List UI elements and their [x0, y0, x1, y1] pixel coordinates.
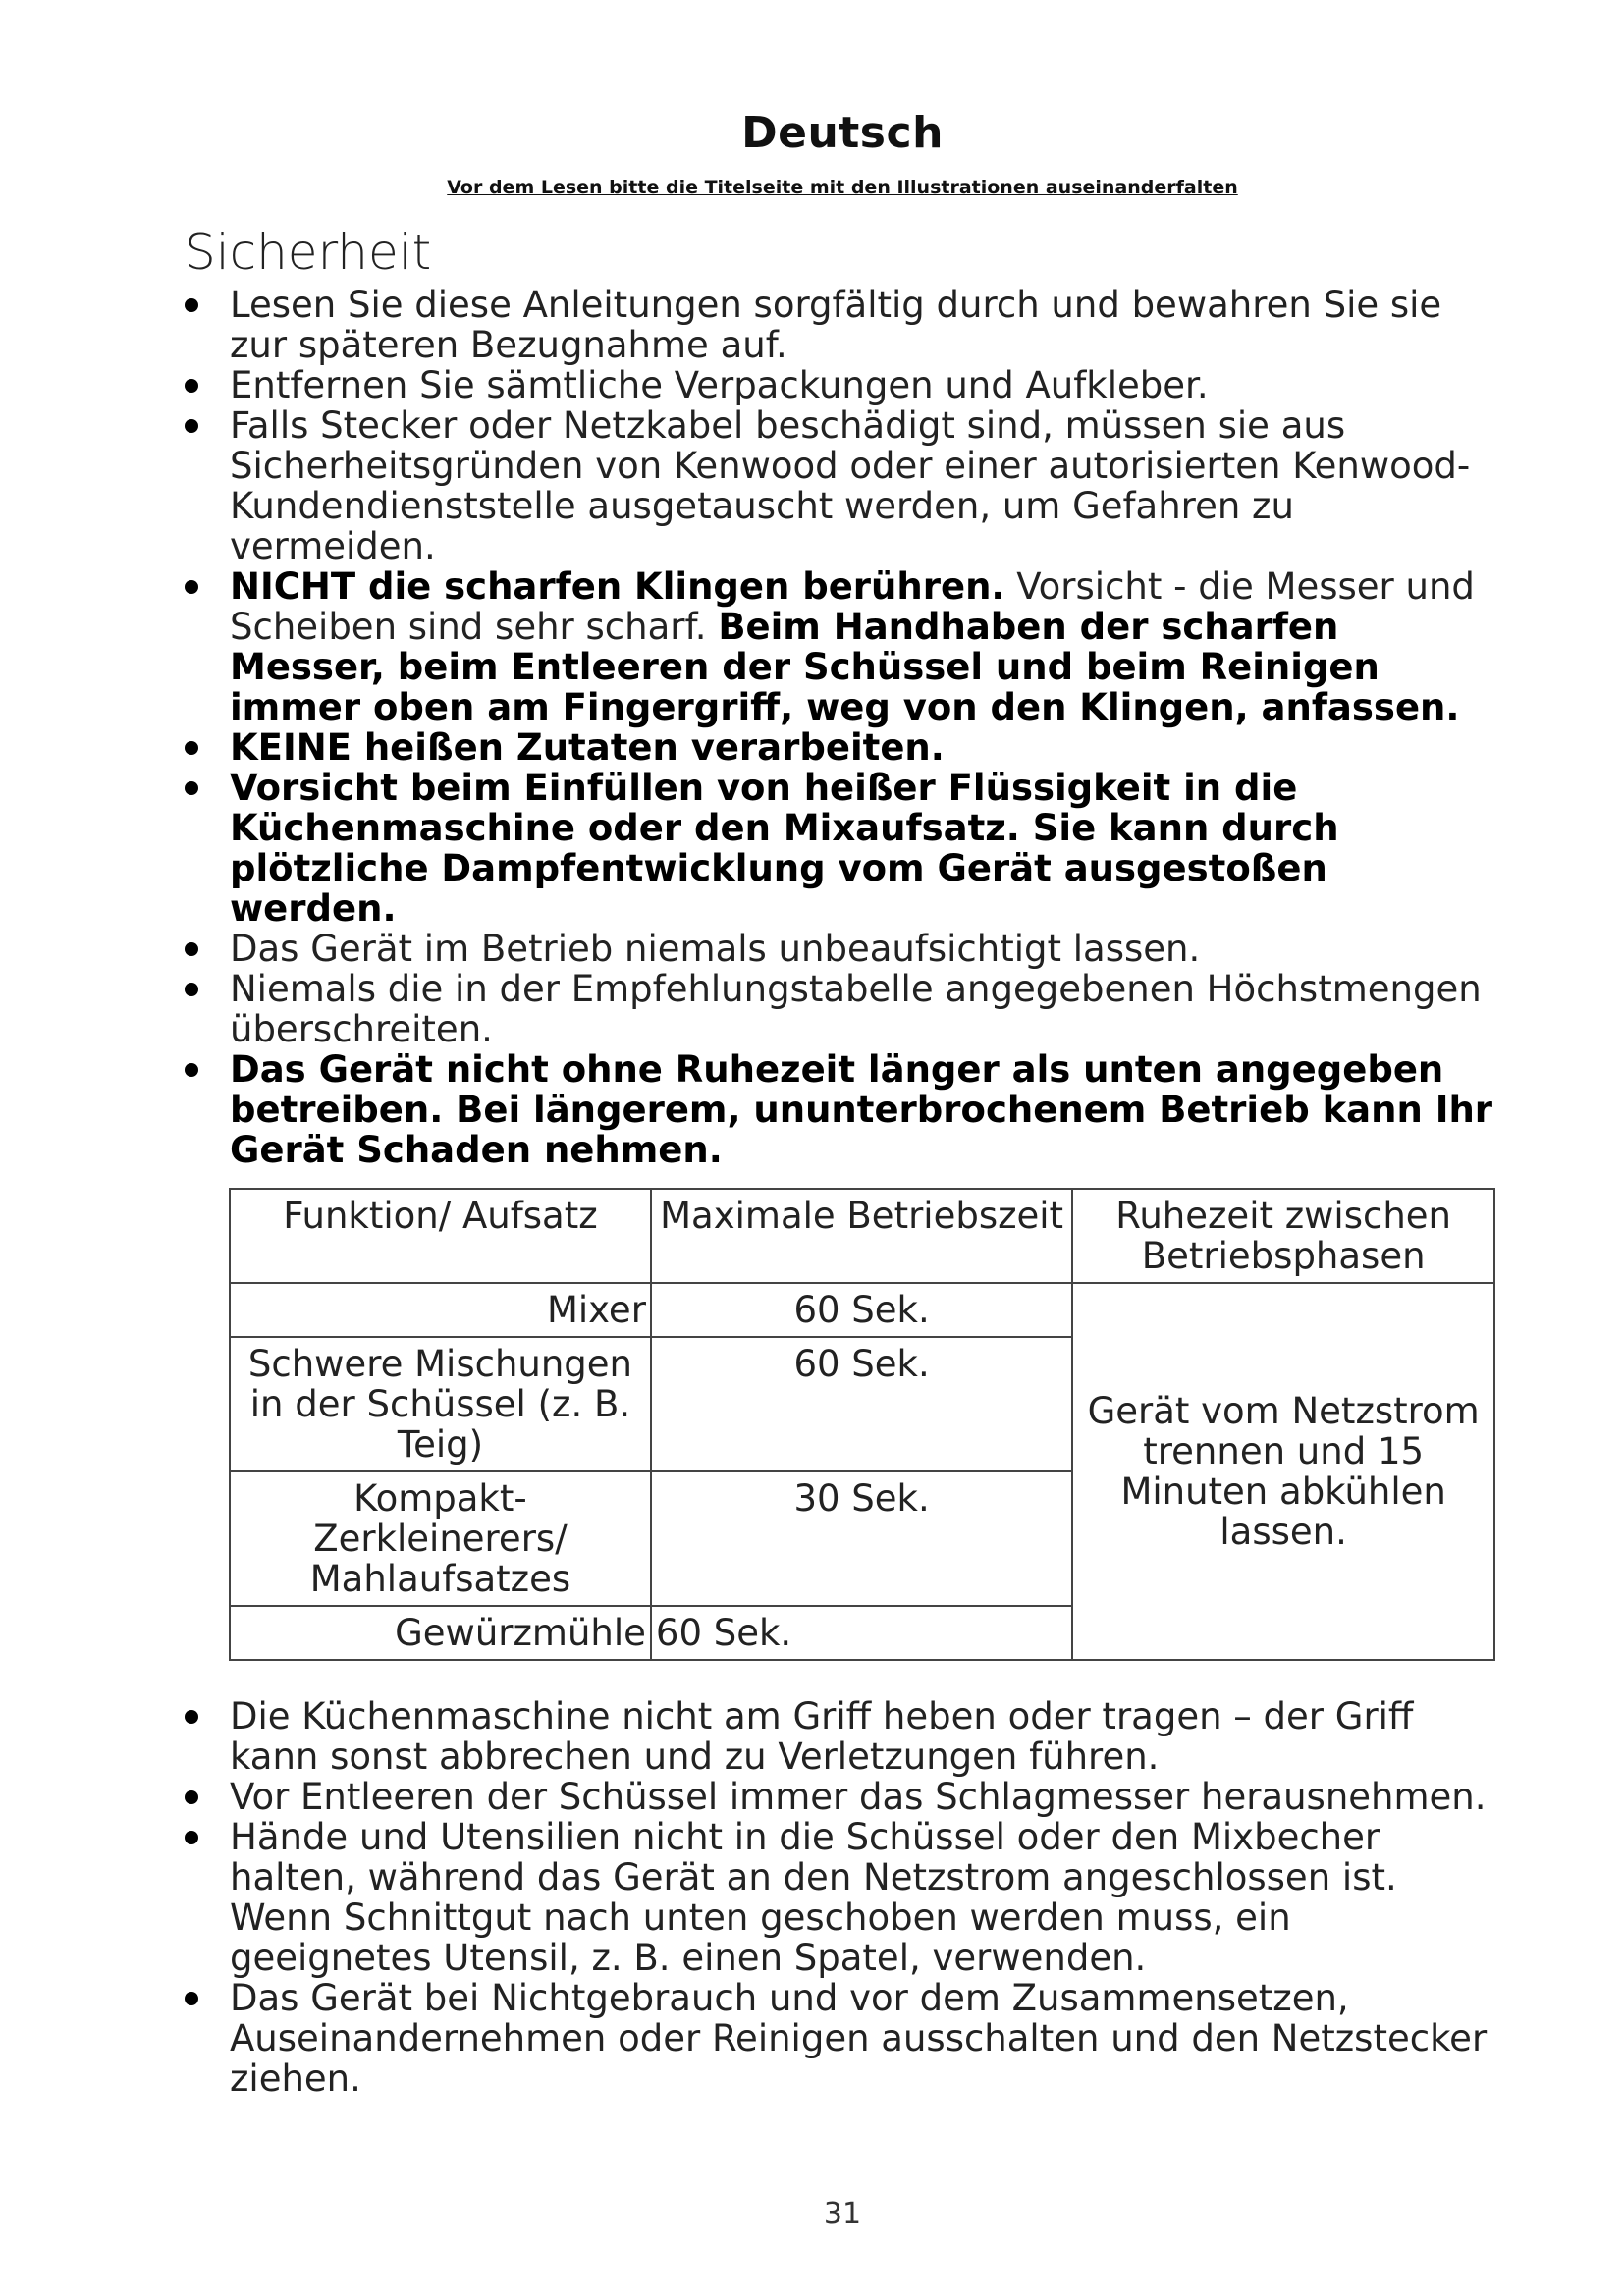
warning-text: KEINE heißen Zutaten verarbeiten. [230, 726, 945, 769]
header-rest-time: Ruhezeit zwischen Betriebsphasen [1072, 1189, 1494, 1283]
warning-text: Beim Handhaben der scharfen Messer, beim Entleeren der Schüssel und beim Reinigen immer oben am Fingergriff, weg von den Klingen, anfassen. [230, 606, 1460, 728]
section-title: Sicherheit [185, 224, 432, 281]
list-item [185, 768, 1500, 929]
list-item-text: Niemals die in der Empfehlungstabelle angegebenen Höchstmengen überschreiten. [230, 968, 1482, 1050]
header-max-time: Maximale Betriebszeit [651, 1189, 1072, 1283]
list-item-text: Das Gerät im Betrieb niemals unbeaufsichtigt lassen. [230, 928, 1201, 970]
list-item [185, 1978, 1500, 2099]
list-item-text: Entfernen Sie sämtliche Verpackungen und Aufkleber. [230, 364, 1209, 406]
list-item [185, 365, 1500, 405]
list-item [185, 969, 1500, 1049]
list-item [185, 1049, 1500, 1170]
list-item-text: Die Küchenmaschine nicht am Griff heben oder tragen – der Griff kann sonst abbrechen und zu Verletzungen führen. [230, 1695, 1414, 1778]
safety-list-top [185, 285, 1500, 1170]
table-row [230, 1283, 1494, 1337]
function-cell: Mixer [230, 1283, 651, 1337]
list-item-text: Falls Stecker oder Netzkabel beschädigt sind, müssen sie aus Sicherheitsgründen von Kenwood oder einer autorisierten Kenwood-Kundendienststelle ausgetauscht werden, um Gefahren zu vermeiden. [230, 404, 1471, 567]
function-cell: Schwere Mischungen in der Schüssel (z. B. Teig) [230, 1337, 651, 1471]
warning-text: Vorsicht beim Einfüllen von heißer Flüssigkeit in die Küchenmaschine oder den Mixaufsatz. Sie kann durch plötzliche Dampfentwicklung vom Gerät ausgestoßen werden. [230, 767, 1339, 930]
page-title: Deutsch [741, 108, 944, 158]
time-cell: 60 Sek. [651, 1606, 1072, 1660]
time-cell: 60 Sek. [651, 1283, 1072, 1337]
header-function: Funktion/ Aufsatz [230, 1189, 651, 1283]
list-item [185, 1817, 1500, 1978]
warning-text: NICHT die scharfen Klingen berühren. [230, 565, 1005, 608]
list-item-text: Das Gerät bei Nichtgebrauch und vor dem Zusammensetzen, Auseinandernehmen oder Reinigen ausschalten und den Netzstecker ziehen. [230, 1977, 1488, 2100]
fold-out-note: Vor dem Lesen bitte die Titelseite mit den Illustrationen auseinanderfalten [447, 177, 1238, 198]
time-cell: 60 Sek. [651, 1337, 1072, 1471]
list-item [185, 405, 1500, 566]
function-cell: Gewürzmühle [230, 1606, 651, 1660]
list-item [185, 285, 1500, 365]
safety-list-bottom [185, 1696, 1500, 2099]
list-item [185, 929, 1500, 969]
list-item [185, 727, 1500, 768]
list-item [185, 1777, 1500, 1817]
list-item [185, 566, 1500, 727]
page-number: 31 [823, 2197, 862, 2231]
list-item-text: Vorsicht - die Messer und Scheiben sind sehr scharf. [230, 565, 1475, 648]
warning-text: Das Gerät nicht ohne Ruhezeit länger als unten angegeben betreiben. Bei längerem, ununterbrochenem Betrieb kann Ihr Gerät Schaden nehmen. [230, 1048, 1493, 1171]
time-cell: 30 Sek. [651, 1471, 1072, 1606]
table-header-row [230, 1189, 1494, 1283]
operating-time-table [229, 1188, 1495, 1661]
list-item [185, 1696, 1500, 1777]
rest-time-cell: Gerät vom Netzstrom trennen und 15 Minuten abkühlen lassen. [1072, 1283, 1494, 1660]
list-item-text: Lesen Sie diese Anleitungen sorgfältig durch und bewahren Sie sie zur späteren Bezugnahme auf. [230, 284, 1442, 366]
function-cell: Kompakt-Zerkleinerers/ Mahlaufsatzes [230, 1471, 651, 1606]
list-item-text: Hände und Utensilien nicht in die Schüssel oder den Mixbecher halten, während das Gerät an den Netzstrom angeschlossen ist. Wenn Schnittgut nach unten geschoben werden muss, ein geeignetes Utensil, z. B. einen Spatel, verwenden. [230, 1816, 1397, 1979]
list-item-text: Vor Entleeren der Schüssel immer das Schlagmesser herausnehmen. [230, 1776, 1487, 1818]
